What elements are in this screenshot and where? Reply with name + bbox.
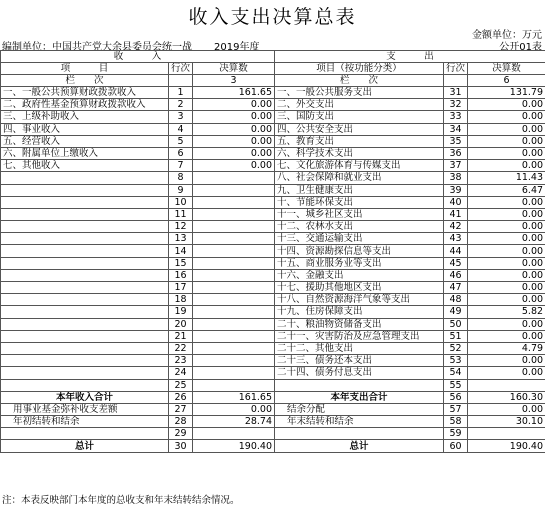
- expense-amount: 0.00: [468, 330, 545, 342]
- income-line-header: 行次: [169, 63, 193, 75]
- expense-item: 十七、援助其他地区支出: [275, 282, 444, 294]
- income-item: 三、上级补助收入: [1, 111, 169, 123]
- income-amount: [193, 330, 275, 342]
- expense-item: 五、教育支出: [275, 135, 444, 147]
- expense-amount-header: 决算数: [468, 63, 545, 75]
- income-item: 用事业基金弥补收支差额: [1, 403, 169, 415]
- expense-amount: [468, 428, 545, 440]
- income-amount: [193, 233, 275, 245]
- income-line-no: 16: [169, 269, 193, 281]
- expense-line-no: 60: [444, 440, 468, 452]
- expense-amount: 0.00: [468, 208, 545, 220]
- expense-line-no: 51: [444, 330, 468, 342]
- expense-item: 四、公共安全支出: [275, 123, 444, 135]
- expense-item: 六、科学技术支出: [275, 147, 444, 159]
- income-amount: [193, 379, 275, 391]
- expense-header: 支 出: [275, 51, 545, 63]
- income-header: 收 入: [1, 51, 275, 63]
- income-item: 四、事业收入: [1, 123, 169, 135]
- income-item: [1, 233, 169, 245]
- income-line-no: 11: [169, 208, 193, 220]
- table-row: [1, 147, 545, 159]
- expense-amount: 0.00: [468, 221, 545, 233]
- expense-amount: 160.30: [468, 391, 545, 403]
- table-row: [1, 355, 545, 367]
- expense-line-no: 52: [444, 342, 468, 354]
- income-line-no: 20: [169, 318, 193, 330]
- income-line-no: 3: [169, 111, 193, 123]
- income-line-no: 2: [169, 99, 193, 111]
- table-row: [1, 330, 545, 342]
- expense-amount: 6.47: [468, 184, 545, 196]
- expense-line-no: 39: [444, 184, 468, 196]
- expense-amount: 0.00: [468, 294, 545, 306]
- income-item: 五、经营收入: [1, 135, 169, 147]
- table-row: [1, 367, 545, 379]
- summary-row: [1, 440, 545, 452]
- table-row: [1, 306, 545, 318]
- income-item: [1, 172, 169, 184]
- expense-item: 二、外交支出: [275, 99, 444, 111]
- income-item: 总计: [1, 440, 169, 452]
- expense-item: 十六、金融支出: [275, 269, 444, 281]
- income-item: [1, 355, 169, 367]
- expense-line-no: 41: [444, 208, 468, 220]
- income-item: [1, 208, 169, 220]
- expense-line-no: 42: [444, 221, 468, 233]
- income-item: [1, 379, 169, 391]
- income-item: [1, 245, 169, 257]
- org-label: 编制单位：中国共产党大余县委员会统一战: [2, 42, 192, 53]
- expense-amount: 11.43: [468, 172, 545, 184]
- income-item: [1, 196, 169, 208]
- expense-line-no: 43: [444, 233, 468, 245]
- income-amount: [193, 196, 275, 208]
- income-line-no: 13: [169, 233, 193, 245]
- expense-amount: 0.00: [468, 269, 545, 281]
- expense-line-no: 50: [444, 318, 468, 330]
- table-row: [1, 318, 545, 330]
- income-line-no: 18: [169, 294, 193, 306]
- expense-item: 二十、粮油物资储备支出: [275, 318, 444, 330]
- income-amount: [193, 342, 275, 354]
- expense-item: 二十二、其他支出: [275, 342, 444, 354]
- income-amount: [193, 269, 275, 281]
- expense-item: 十、节能环保支出: [275, 196, 444, 208]
- table-row: [1, 257, 545, 269]
- income-amount: 0.00: [193, 111, 275, 123]
- expense-item: 二十三、债务还本支出: [275, 355, 444, 367]
- income-amount: [193, 184, 275, 196]
- expense-amount: 0.00: [468, 160, 545, 172]
- expense-amount: 0.00: [468, 367, 545, 379]
- expense-line-header: 行次: [444, 63, 468, 75]
- table-row: [1, 269, 545, 281]
- income-amount: 0.00: [193, 135, 275, 147]
- income-line-no: 23: [169, 355, 193, 367]
- expense-amount: 0.00: [468, 282, 545, 294]
- table-row: [1, 160, 545, 172]
- income-item: [1, 184, 169, 196]
- expense-amount: 0.00: [468, 257, 545, 269]
- column-header-row: [1, 63, 545, 75]
- expense-line-no: 56: [444, 391, 468, 403]
- table-row: [1, 196, 545, 208]
- summary-row: [1, 391, 545, 403]
- income-item: 本年收入合计: [1, 391, 169, 403]
- income-line-no: 25: [169, 379, 193, 391]
- expense-amount: 0.00: [468, 233, 545, 245]
- table-row: [1, 184, 545, 196]
- income-amount: 190.40: [193, 440, 275, 452]
- income-line-no: 1: [169, 87, 193, 99]
- income-item-header: 项 目: [1, 63, 169, 75]
- expense-amount: 0.00: [468, 403, 545, 415]
- summary-row: [1, 403, 545, 415]
- table-row: [1, 99, 545, 111]
- income-line-no: 17: [169, 282, 193, 294]
- table-row: [1, 87, 545, 99]
- income-item: [1, 428, 169, 440]
- expense-line-no: 58: [444, 416, 468, 428]
- expense-line-no: 48: [444, 294, 468, 306]
- expense-line-no: 38: [444, 172, 468, 184]
- expense-item: 十一、城乡社区支出: [275, 208, 444, 220]
- summary-row: [1, 416, 545, 428]
- expense-line-no: 47: [444, 282, 468, 294]
- income-lanci-label: 栏 次: [1, 75, 169, 87]
- expense-item: 十二、农林水支出: [275, 221, 444, 233]
- summary-row: [1, 428, 545, 440]
- income-item: [1, 257, 169, 269]
- income-item: [1, 294, 169, 306]
- expense-line-no: 57: [444, 403, 468, 415]
- table-row: [1, 282, 545, 294]
- report-title: 收入支出决算总表: [0, 2, 545, 29]
- income-amount: 0.00: [193, 123, 275, 135]
- income-amount: [193, 318, 275, 330]
- table-row: [1, 245, 545, 257]
- expense-item: 年末结转和结余: [275, 416, 444, 428]
- expense-amount: [468, 379, 545, 391]
- expense-line-no: 40: [444, 196, 468, 208]
- income-line-no: 14: [169, 245, 193, 257]
- expense-amount: 4.79: [468, 342, 545, 354]
- expense-line-no: 36: [444, 147, 468, 159]
- income-amount-header: 决算数: [193, 63, 275, 75]
- expense-line-no: 55: [444, 379, 468, 391]
- expense-col-number: 6: [468, 75, 545, 87]
- expense-item: 十四、资源勘探信息等支出: [275, 245, 444, 257]
- income-item: [1, 367, 169, 379]
- income-line-no: 12: [169, 221, 193, 233]
- table-row: [1, 294, 545, 306]
- income-item: [1, 330, 169, 342]
- income-line-no: 21: [169, 330, 193, 342]
- expense-item: 九、卫生健康支出: [275, 184, 444, 196]
- income-item: 六、附属单位上缴收入: [1, 147, 169, 159]
- income-amount: [193, 367, 275, 379]
- income-item: [1, 282, 169, 294]
- income-item: [1, 318, 169, 330]
- table-row: [1, 221, 545, 233]
- expense-item: 十九、住房保障支出: [275, 306, 444, 318]
- income-line-no: 19: [169, 306, 193, 318]
- expense-line-no: 31: [444, 87, 468, 99]
- report-year: 2019年度: [214, 42, 259, 53]
- expense-amount: 0.00: [468, 135, 545, 147]
- expense-item: 一、一般公共服务支出: [275, 87, 444, 99]
- income-line-no: 28: [169, 416, 193, 428]
- income-amount: 0.00: [193, 147, 275, 159]
- income-line-no: 24: [169, 367, 193, 379]
- income-line-no: 26: [169, 391, 193, 403]
- income-item: [1, 221, 169, 233]
- expense-line-no: 59: [444, 428, 468, 440]
- income-item: 年初结转和结余: [1, 416, 169, 428]
- expense-amount: 131.79: [468, 87, 545, 99]
- income-line-no: 10: [169, 196, 193, 208]
- expense-item: 十五、商业服务业等支出: [275, 257, 444, 269]
- table-row: [1, 342, 545, 354]
- expense-line-no: 45: [444, 257, 468, 269]
- income-amount: [193, 221, 275, 233]
- income-item: [1, 269, 169, 281]
- expense-line-no: 34: [444, 123, 468, 135]
- column-number-row: [1, 75, 545, 87]
- expense-item: 十八、自然资源海洋气象等支出: [275, 294, 444, 306]
- form-number: 公开01表: [499, 38, 542, 53]
- table-row: [1, 123, 545, 135]
- expense-amount: 0.00: [468, 147, 545, 159]
- income-line-no: 30: [169, 440, 193, 452]
- expense-item: 二十四、债务付息支出: [275, 367, 444, 379]
- income-amount: [193, 208, 275, 220]
- income-line-no: 6: [169, 147, 193, 159]
- expense-line-no: 46: [444, 269, 468, 281]
- expense-line-no: 49: [444, 306, 468, 318]
- income-amount: [193, 245, 275, 257]
- income-col-number: 3: [193, 75, 275, 87]
- expense-item: 二十一、灾害防治及应急管理支出: [275, 330, 444, 342]
- expense-item: 十三、交通运输支出: [275, 233, 444, 245]
- income-item: 七、其他收入: [1, 160, 169, 172]
- income-line-no: 22: [169, 342, 193, 354]
- income-item: 一、一般公共预算财政拨款收入: [1, 87, 169, 99]
- income-amount: [193, 282, 275, 294]
- income-line-no: 8: [169, 172, 193, 184]
- table-row: [1, 172, 545, 184]
- table-row: [1, 379, 545, 391]
- income-amount: 161.65: [193, 87, 275, 99]
- income-amount: [193, 172, 275, 184]
- expense-item: 七、文化旅游体育与传媒支出: [275, 160, 444, 172]
- expense-amount: 0.00: [468, 355, 545, 367]
- income-amount: 28.74: [193, 416, 275, 428]
- income-amount: [193, 294, 275, 306]
- income-amount: 161.65: [193, 391, 275, 403]
- expense-amount: 30.10: [468, 416, 545, 428]
- income-line-no: 5: [169, 135, 193, 147]
- income-amount: 0.00: [193, 99, 275, 111]
- income-line-no: 7: [169, 160, 193, 172]
- expense-amount: 0.00: [468, 318, 545, 330]
- income-amount: 0.00: [193, 160, 275, 172]
- income-amount: [193, 428, 275, 440]
- expense-amount: 0.00: [468, 245, 545, 257]
- footnote: 注：本表反映部门本年度的总收支和年末结转结余情况。: [2, 492, 240, 506]
- expense-lanci-label: 栏 次: [275, 75, 444, 87]
- expense-line-no: 44: [444, 245, 468, 257]
- income-amount: [193, 355, 275, 367]
- income-amount: [193, 306, 275, 318]
- expense-item: [275, 379, 444, 391]
- expense-line-no: 33: [444, 111, 468, 123]
- income-amount: [193, 257, 275, 269]
- table-row: [1, 208, 545, 220]
- income-line-no: 15: [169, 257, 193, 269]
- expense-amount: 0.00: [468, 111, 545, 123]
- expense-item: 本年支出合计: [275, 391, 444, 403]
- income-item: 二、政府性基金预算财政拨款收入: [1, 99, 169, 111]
- expense-line-no: 37: [444, 160, 468, 172]
- table-row: [1, 135, 545, 147]
- expense-amount: 0.00: [468, 196, 545, 208]
- income-line-no: 9: [169, 184, 193, 196]
- expense-line-no: 32: [444, 99, 468, 111]
- expense-item: 三、国防支出: [275, 111, 444, 123]
- expense-amount: 0.00: [468, 99, 545, 111]
- expense-amount: 0.00: [468, 123, 545, 135]
- income-line-no: 4: [169, 123, 193, 135]
- expense-amount: 5.82: [468, 306, 545, 318]
- expense-item: 总计: [275, 440, 444, 452]
- expense-item: 八、社会保障和就业支出: [275, 172, 444, 184]
- amount-unit: 金额单位：万元: [472, 26, 542, 41]
- income-item: [1, 306, 169, 318]
- table-row: [1, 111, 545, 123]
- expense-line-no: 54: [444, 367, 468, 379]
- expense-amount: 190.40: [468, 440, 545, 452]
- expense-line-no: 35: [444, 135, 468, 147]
- section-header-row: [1, 51, 545, 63]
- income-amount: 0.00: [193, 403, 275, 415]
- income-line-no: 29: [169, 428, 193, 440]
- income-line-no: 27: [169, 403, 193, 415]
- expense-item: 结余分配: [275, 403, 444, 415]
- expense-line-no: 53: [444, 355, 468, 367]
- income-item: [1, 342, 169, 354]
- income-expense-table: [0, 50, 545, 453]
- expense-item-header: 项目（按功能分类）: [275, 63, 444, 75]
- table-row: [1, 233, 545, 245]
- expense-item: [275, 428, 444, 440]
